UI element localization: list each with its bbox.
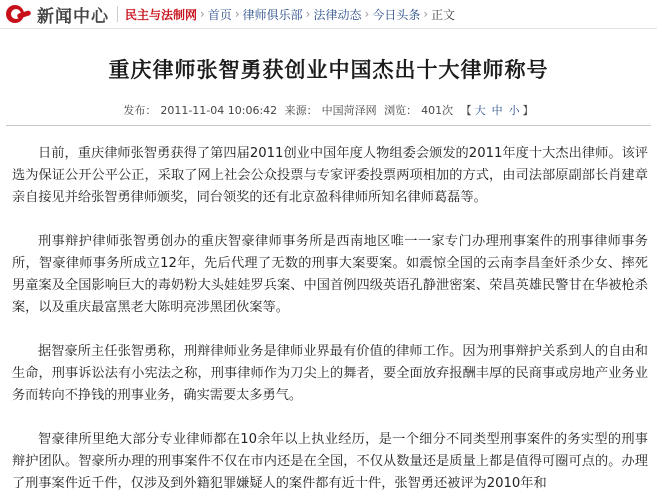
font-size-small-button[interactable]: 小 bbox=[508, 104, 520, 117]
breadcrumb-arrow-icon: › bbox=[423, 7, 429, 21]
article-title: 重庆律师张智勇获创业中国杰出十大律师称号 bbox=[108, 58, 549, 82]
channel-link[interactable]: 民主与法制网 bbox=[125, 7, 198, 22]
views-label: 浏览： bbox=[384, 104, 418, 117]
published-date: 2011-11-04 10:06:42 bbox=[160, 104, 278, 117]
article-body bbox=[0, 143, 657, 495]
views-count: 401次 bbox=[421, 104, 454, 117]
logo-icon bbox=[6, 4, 32, 24]
bracket-open: 【 bbox=[460, 104, 472, 117]
breadcrumb-arrow-icon: › bbox=[200, 7, 205, 21]
article-meta bbox=[0, 102, 657, 118]
bracket-close: 】 bbox=[522, 104, 534, 117]
font-size-switcher bbox=[461, 104, 534, 117]
meta-divider bbox=[6, 125, 651, 126]
breadcrumb-current: 正文 bbox=[431, 7, 456, 22]
article-paragraph: 日前，重庆律师张智勇获得了第四届2011创业中国年度人物组委会颁发的2011年度十大杰出律师。该评选为保证公开公平公正，采取了网上社会公众投票与专家评委投票两项相加的方式，由司法部原副部长肖建章亲自接见并给张智勇律师颁奖，同台领奖的还有北京盈科律师所知名律师葛磊等。 bbox=[12, 146, 648, 205]
logo-text: 新闻中心 bbox=[37, 6, 109, 27]
top-navigation-bar bbox=[0, 0, 657, 29]
breadcrumb-legal-news-link[interactable]: 法律动态 bbox=[313, 7, 362, 22]
divider bbox=[117, 6, 118, 22]
article-paragraph: 刑事辩护律师张智勇创办的重庆智豪律师事务所是西南地区唯一一家专门办理刑事案件的刑事律师事务所，智豪律师事务所成立12年，先后代理了无数的刑事大案要案。如震惊全国的云南李昌奎奸杀少女、摔死男童案及全国影响巨大的毒奶粉大头娃娃罗兵案、中国首例四级英语孔静泄密案、荣昌英雄民警甘在华被枪杀案，以及重庆最富黑老大陈明亮涉黑团伙案等。 bbox=[12, 234, 648, 315]
font-size-large-button[interactable]: 大 bbox=[474, 104, 486, 117]
news-center-logo[interactable] bbox=[0, 0, 109, 28]
published-label: 发布： bbox=[123, 104, 157, 117]
breadcrumb-arrow-icon: › bbox=[234, 7, 240, 21]
breadcrumb-arrow-icon: › bbox=[364, 7, 370, 21]
article-paragraph: 据智豪所主任张智勇称，刑辩律师业务是律师业界最有价值的律师工作。因为刑事辩护关系到人的自由和生命，刑事诉讼法有小宪法之称，刑事律师作为刀尖上的舞者，要全面放弃报酬丰厚的民商事或房地产业务业务而转向不挣钱的刑事业务，确实需要太多勇气。 bbox=[12, 344, 648, 403]
breadcrumb-arrow-icon: › bbox=[305, 7, 311, 21]
breadcrumb-home-link[interactable]: 首页 bbox=[207, 7, 232, 22]
breadcrumb-lawyer-club-link[interactable]: 律师俱乐部 bbox=[242, 7, 303, 22]
source-value: 中国菏泽网 bbox=[321, 104, 377, 117]
breadcrumb-headlines-link[interactable]: 今日头条 bbox=[372, 7, 421, 22]
article-paragraph: 智豪律所里绝大部分专业律师都在10余年以上执业经历，是一个细分不同类型刑事案件的务实型的刑事辩护团队。智豪所办理的刑事案件不仅在市内还是在全国，不仅从数量还是质量上都是值得可圈可点的。办理了刑事案件近千件，仅涉及到外籍犯罪嫌疑人的案件都有近十件，张智勇还被评为2010年和 bbox=[12, 432, 648, 491]
font-size-medium-button[interactable]: 中 bbox=[491, 104, 503, 117]
source-label: 来源： bbox=[284, 104, 318, 117]
